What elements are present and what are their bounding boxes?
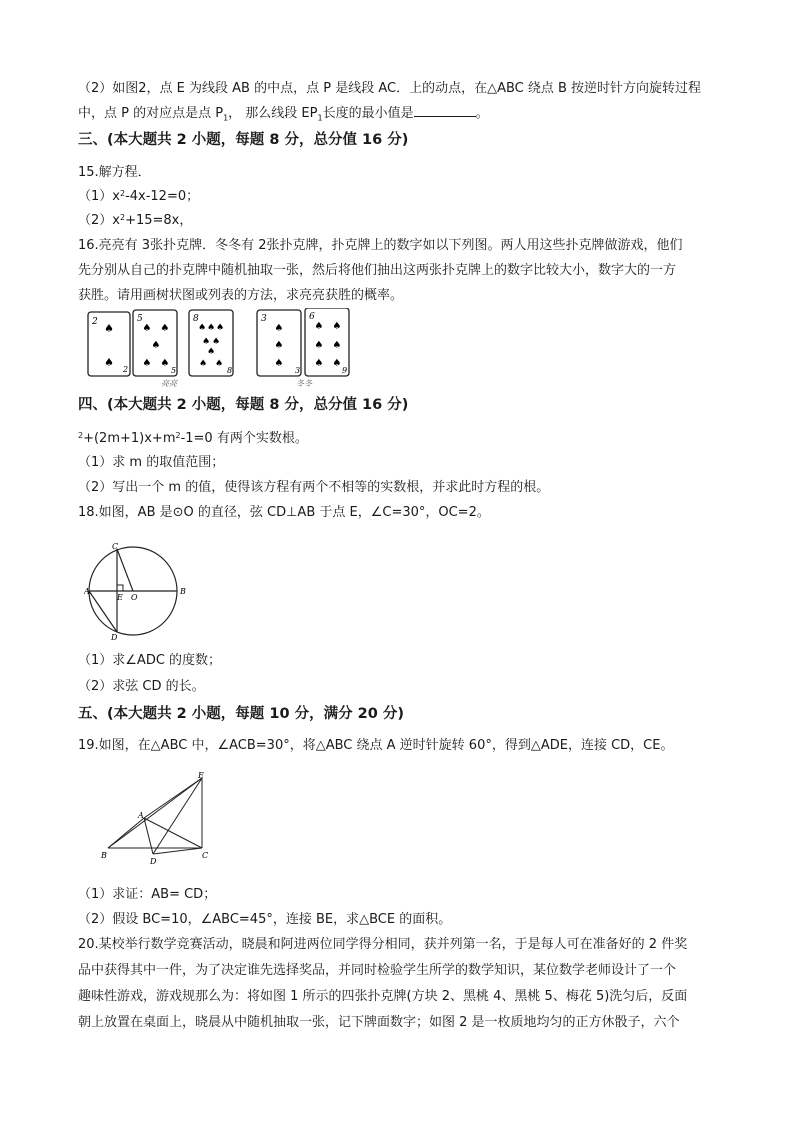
svg-text:D: D [111, 633, 118, 640]
svg-text:♠: ♠ [151, 340, 161, 351]
svg-text:♠: ♠ [211, 337, 221, 347]
q17-line1: $^2+(2m+1)x+m^2-1=0$ 有两个实数根。 [78, 431, 308, 446]
svg-text:♠: ♠ [201, 337, 211, 347]
svg-text:♠: ♠ [206, 347, 216, 357]
card-dongdong-6 [305, 308, 349, 376]
svg-text:B: B [180, 587, 186, 596]
svg-text:♠: ♠ [142, 358, 152, 369]
svg-text:3: 3 [295, 366, 301, 375]
svg-text:♠: ♠ [215, 323, 225, 333]
section3-heading: 三、(本大题共 2 小题，每题 8 分，总分值 16 分) [78, 132, 409, 148]
svg-text:♠: ♠ [332, 340, 342, 351]
svg-text:♠: ♠ [274, 323, 284, 334]
card-dongdong-3 [257, 310, 301, 376]
svg-text:D: D [150, 857, 157, 866]
dongdong-label: 冬冬 [296, 379, 312, 388]
svg-text:♠: ♠ [274, 340, 284, 351]
svg-text:♠: ♠ [332, 358, 342, 369]
svg-text:9: 9 [342, 366, 348, 375]
segment-dc [153, 848, 202, 854]
svg-text:A: A [84, 587, 90, 596]
svg-text:♠: ♠ [142, 323, 152, 334]
liangliang-label: 亮亮 [161, 379, 177, 388]
svg-text:8: 8 [227, 366, 233, 375]
segment-ad [144, 818, 153, 854]
q16-line2: 先分别从自己的扑克牌中随机抽取一张，然后将他们抽出这两张扑克牌上的数字比较大小，数字大的一方 [78, 263, 677, 278]
svg-text:♠: ♠ [332, 321, 342, 332]
svg-text:C: C [112, 542, 119, 551]
svg-text:♠: ♠ [160, 358, 170, 369]
svg-text:C: C [202, 851, 209, 860]
svg-text:E: E [117, 593, 123, 602]
svg-text:A: A [138, 811, 144, 820]
svg-text:E: E [198, 772, 204, 780]
svg-text:♠: ♠ [104, 322, 114, 335]
svg-text:♠: ♠ [160, 323, 170, 334]
svg-text:♠: ♠ [274, 358, 284, 369]
svg-text:♠: ♠ [314, 358, 324, 369]
segment-be [108, 778, 202, 848]
q16-line3: 获胜。请用画树状图或列表的方法，求亮亮获胜的概率。 [78, 288, 404, 303]
svg-text:♠: ♠ [314, 321, 324, 332]
q15-part1: $(1)x^2-4x-12=0$； [78, 189, 200, 204]
q14-part2-line1: （2）如图2，点 E 为线段 AB 的中点，点 P 是线段 AC．上的动点，在△ABC 绕点 B 按逆时针方向旋转过程 [78, 81, 702, 96]
q17-part1: （1）求 m 的取值范围； [78, 455, 225, 470]
q17-part2: （2）写出一个 m 的值，使得该方程有两个不相等的实数根，并求此时方程的根。 [78, 480, 550, 495]
q15-part2: $(2)x^2+15=8x$， [78, 213, 193, 228]
circle-figure [84, 540, 194, 640]
svg-text:♠: ♠ [197, 323, 207, 333]
q19-part2: （2）假设 BC=10，∠ABC=45°，连接 BE，求△BCE 的面积。 [78, 912, 452, 927]
svg-text:3: 3 [261, 314, 267, 324]
q20-line3: 趣味性游戏，游戏规那么为：将如图 1 所示的四张扑克牌(方块 2、黑桃 4、黑桃 5、梅花 5)洗匀后，反面 [78, 989, 688, 1004]
section4-heading: 四、(本大题共 2 小题，每题 8 分，总分值 16 分) [78, 397, 409, 413]
q14-part2-line2: 中，点 P 的对应点是点 $P_1$， 那么线段 $EP_1$长度的最小值是 。 [78, 106, 489, 123]
answer-blank [414, 104, 476, 117]
svg-text:8: 8 [193, 314, 199, 324]
svg-text:♠: ♠ [206, 323, 216, 333]
svg-text:O: O [131, 593, 138, 602]
q20-line4: 朝上放置在桌面上，晓晨从中随机抽取一张，记下牌面数字；如图 2 是一枚质地均匀的正方休骰子，六个 [78, 1015, 680, 1030]
q18-part2: （2）求弦 CD 的长。 [78, 679, 205, 694]
q16-line1: 16.亮亮有 3张扑克牌．冬冬有 2张扑克牌，扑克牌上的数字如以下列图。两人用这些扑克牌做游戏，他们 [78, 238, 683, 253]
svg-text:5: 5 [171, 366, 177, 375]
q20-line2: 品中获得其中一件，为了决定谁先选择奖品，并同时检验学生所学的数学知识，某位数学老师设计了一个 [78, 963, 677, 978]
svg-text:♠: ♠ [104, 356, 114, 369]
q19-line1: 19.如图，在△ABC 中，∠ACB=30°，将△ABC 绕点 A 逆时针旋转 60°，得到△ADE，连接 CD，CE。 [78, 738, 674, 753]
svg-text:♠: ♠ [198, 359, 208, 369]
svg-text:5: 5 [137, 314, 143, 324]
svg-text:2: 2 [92, 317, 98, 327]
card-liangliang-2 [88, 312, 130, 376]
card-liangliang-8 [189, 310, 233, 376]
q19-part1: （1）求证：AB= CD； [78, 887, 217, 902]
svg-text:♠: ♠ [314, 340, 324, 351]
svg-text:2: 2 [123, 365, 129, 374]
card-liangliang-5 [133, 310, 177, 376]
segment-ad [89, 591, 117, 632]
right-angle-mark [117, 585, 123, 591]
q20-line1: 20.某校举行数学竞赛活动，晓晨和阿进两位同学得分相同，获并列第一名，于是每人可在准备好的 2 件奖 [78, 937, 688, 952]
q15-title: 15.解方程． [78, 165, 151, 180]
poker-cards-figure [85, 308, 365, 388]
q18-part1: （1）求∠ADC 的度数； [78, 653, 222, 668]
triangle-rotation-figure [98, 772, 218, 872]
segment-de [153, 778, 202, 854]
svg-text:6: 6 [309, 312, 315, 322]
section5-heading: 五、(本大题共 2 小题，每题 10 分，满分 20 分) [78, 706, 404, 722]
svg-text:B: B [101, 851, 107, 860]
svg-text:♠: ♠ [214, 359, 224, 369]
q18-line1: 18.如图，AB 是⊙O 的直径，弦 CD⊥AB 于点 E，∠C=30°，OC=2。 [78, 505, 490, 520]
